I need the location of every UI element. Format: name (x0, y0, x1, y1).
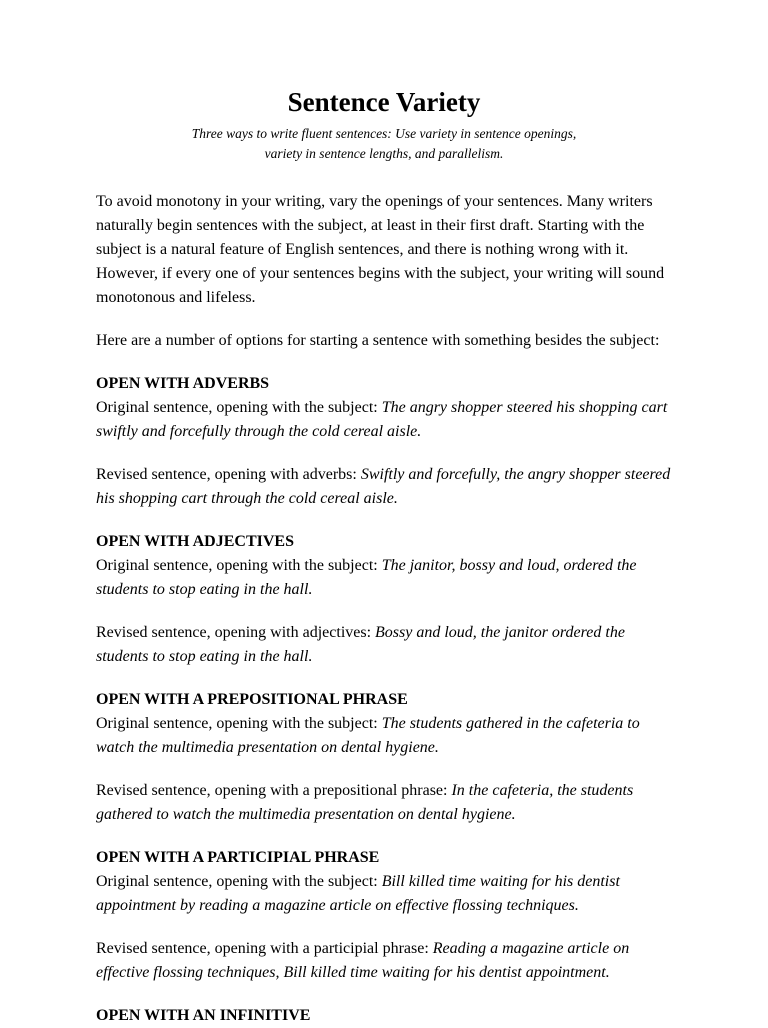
section-participial-phrase (96, 846, 672, 985)
intro-paragraph: To avoid monotony in your writing, vary the openings of your sentences. Many writers naturally begin sentences with the subject, at least in their first draft. Starting with the subject is a natural feature of English sentences, and there is nothing wrong with it. However, if every one of your sentences begins with the subject, your writing will sound monotonous and lifeless. (96, 193, 665, 306)
revised-example-text: Swiftly and forcefully, the angry shopper steered his shopping cart through the cold cereal aisle. (96, 466, 671, 507)
revised-label: Revised sentence, opening with adverbs: (96, 466, 361, 483)
original-example-text: The janitor, bossy and loud, ordered the students to stop eating in the hall. (96, 557, 637, 598)
section-adverbs (96, 372, 672, 511)
section-heading: OPEN WITH ADJECTIVES (96, 533, 294, 550)
original-label: Original sentence, opening with the subject: (96, 715, 382, 732)
revised-sentence (96, 937, 672, 985)
revised-label: Revised sentence, opening with a prepositional phrase: (96, 782, 452, 799)
revised-sentence (96, 621, 672, 669)
subtitle-line-2: variety in sentence lengths, and parallelism. (264, 146, 504, 161)
original-label: Original sentence, opening with the subject: (96, 873, 382, 890)
original-sentence (96, 396, 672, 444)
section-adjectives (96, 530, 672, 669)
page-title: Sentence Variety (287, 87, 481, 117)
lead-paragraph: Here are a number of options for starting a sentence with something besides the subject: (96, 332, 660, 349)
revised-sentence (96, 779, 672, 827)
revised-label: Revised sentence, opening with adjectives: (96, 624, 376, 641)
original-sentence (96, 554, 672, 602)
revised-example-text: Reading a magazine article on effective flossing techniques, Bill killed time waiting for his dentist appointment. (96, 940, 630, 981)
revised-example-text: In the cafeteria, the students gathered to watch the multimedia presentation on dental hygiene. (96, 782, 634, 823)
original-sentence (96, 870, 672, 918)
section-heading: OPEN WITH A PARTICIPIAL PHRASE (96, 849, 380, 866)
revised-sentence (96, 463, 672, 511)
original-sentence (96, 712, 672, 760)
section-heading: OPEN WITH ADVERBS (96, 375, 270, 392)
revised-example-text: Bossy and loud, the janitor ordered the students to stop eating in the hall. (96, 624, 625, 665)
subtitle-line-1: Three ways to write fluent sentences: Use variety in sentence openings, (191, 126, 577, 141)
original-example-text: Bill killed time waiting for his dentist appointment by reading a magazine article on effective flossing techniques. (96, 873, 620, 914)
section-infinitive (96, 1004, 672, 1028)
page-subtitle (96, 124, 672, 164)
revised-label: Revised sentence, opening with a participial phrase: (96, 940, 433, 957)
original-label: Original sentence, opening with the subject: (96, 399, 382, 416)
section-heading: OPEN WITH A PREPOSITIONAL PHRASE (96, 691, 408, 708)
original-example-text: The angry shopper steered his shopping cart swiftly and forcefully through the cold cereal aisle. (96, 399, 668, 440)
section-heading: OPEN WITH AN INFINITIVE (96, 1007, 311, 1024)
original-label: Original sentence, opening with the subject: (96, 557, 382, 574)
section-prepositional-phrase (96, 688, 672, 827)
original-example-text: The students gathered in the cafeteria to watch the multimedia presentation on dental hygiene. (96, 715, 640, 756)
